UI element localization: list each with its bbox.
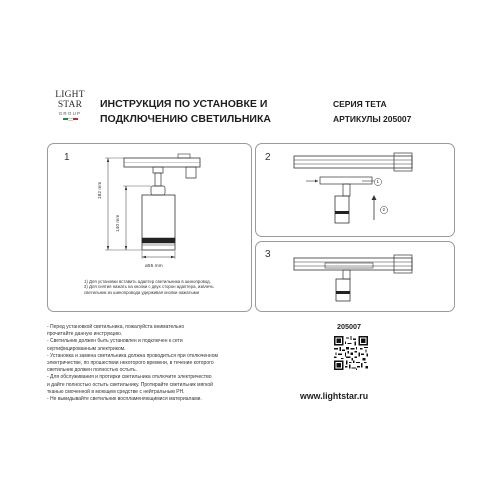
safety-note: - Установка и замена светильника должна проводиться при отключенном — [47, 352, 218, 359]
logo-text-star: STAR — [57, 100, 83, 110]
dimension-body-height: 140 mm — [116, 214, 121, 232]
series-info — [333, 97, 411, 127]
safety-note: и дайте полностью остыть светильнику. Протирайте светильник мягкой — [47, 381, 213, 388]
safety-note: электричестве, по прошествии некоторого времени, в течение которого — [47, 360, 214, 367]
safety-note: - Для обслуживания и протирки светильника отключите электричество — [47, 374, 212, 381]
safety-note: - Не выкидывайте светильник воспламеняющимися материалами. — [47, 396, 202, 403]
step-number-2: 2 — [265, 152, 271, 163]
title-line-1: ИНСТРУКЦИЯ ПО УСТАНОВКЕ И — [100, 98, 268, 110]
mounting-notes — [84, 279, 249, 295]
logo-text-light: LIGHT — [55, 90, 85, 100]
safety-note: - Перед установкой светильника, пожалуйста внимательно — [47, 324, 185, 330]
dimension-total-height: 182 mm — [98, 181, 103, 199]
installed-drawing — [290, 252, 430, 308]
italian-flag-icon — [50, 118, 90, 121]
mounting-note-1: 1) Для установки вставить адаптер светильника в шинопровод. — [84, 279, 211, 284]
brand-logo — [50, 90, 90, 121]
step-number-1: 1 — [64, 152, 70, 163]
mounting-note-2: 2) Для снятия нажать на кнопки с двух сторон адаптера, извлечь — [84, 284, 214, 290]
lens-ring — [142, 238, 175, 243]
step-number-3: 3 — [265, 249, 271, 260]
qr-code[interactable] — [334, 336, 368, 370]
arrow-up-icon — [372, 195, 377, 200]
logo-text-group: GROUP — [58, 111, 82, 116]
luminaire-dimension-drawing — [100, 150, 210, 270]
article-number: 205007 — [337, 322, 361, 331]
dimension-diameter: ø55 mm — [145, 264, 163, 269]
title-line-2: ПОДКЛЮЧЕНИЮ СВЕТИЛЬНИКА — [100, 113, 271, 125]
mounting-note-3: светильник из шинопровода удерживая кнопки нажатыми — [84, 289, 199, 295]
callout-1-label: 1 — [376, 179, 380, 184]
safety-note: сертифицированным электриком. — [47, 345, 126, 352]
safety-note: тканью смоченной в моющем средстве с нейтральным PH. — [47, 388, 185, 395]
article-codes: АРТИКУЛЫ 205007 — [333, 114, 412, 124]
document-title — [100, 97, 271, 127]
safety-note: прочитайте данную инструкцию. — [47, 331, 123, 338]
safety-note: - Светильник должен быть установлен и подключен к сети — [47, 338, 183, 345]
safety-note: светильник должен полностью остыть. — [47, 367, 138, 374]
installation-drawing — [290, 150, 430, 230]
website-link[interactable]: www.lightstar.ru — [300, 391, 369, 401]
callout-2-label: 2 — [382, 207, 386, 212]
series-name: СЕРИЯ TETA — [333, 99, 387, 109]
arrow-right-icon — [315, 180, 318, 183]
safety-notes — [47, 324, 277, 403]
